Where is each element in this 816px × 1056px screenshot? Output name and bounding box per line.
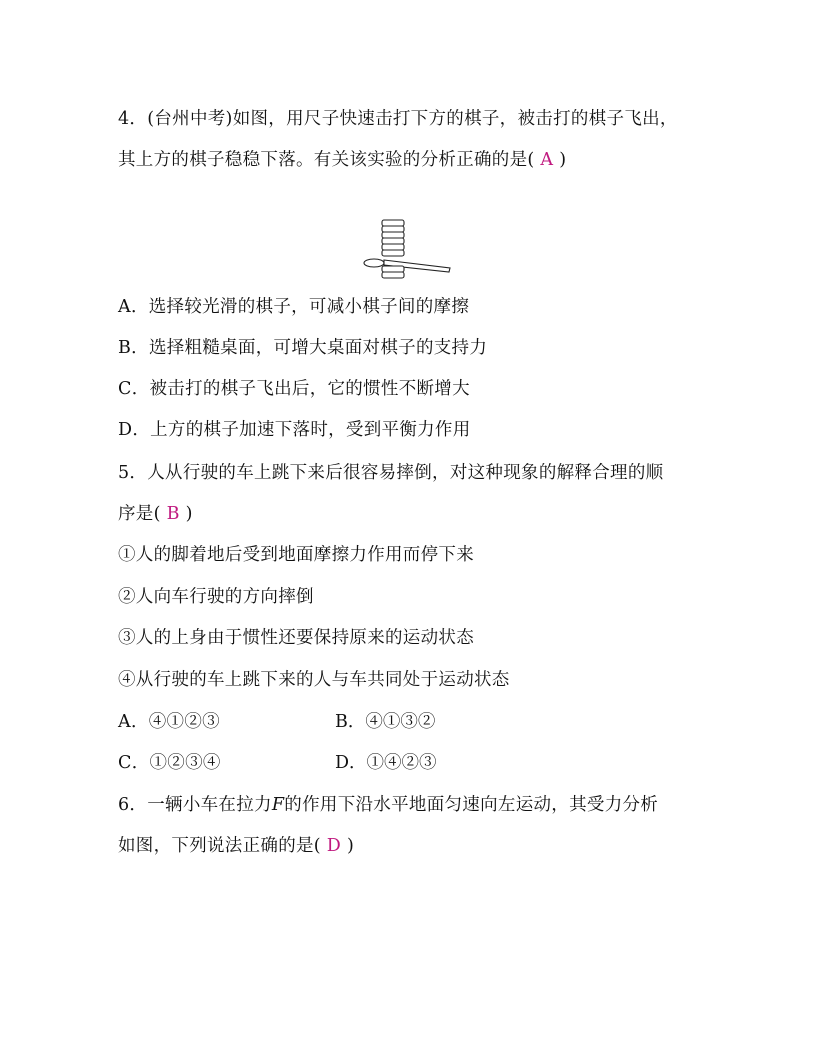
q4-option-d: D．上方的棋子加速下落时，受到平衡力作用: [118, 420, 471, 440]
force-symbol: F: [271, 795, 285, 815]
chess-stack-figure: [362, 218, 454, 284]
q5-option-a: A．④①②③: [118, 712, 220, 732]
stack-piece: [382, 250, 404, 256]
q6-stem-line1: 6．一辆小车在拉力F的作用下沿水平地面匀速向左运动，其受力分析: [118, 795, 659, 815]
q5-statement-4: ④从行驶的车上跳下来的人与车共同处于运动状态: [118, 670, 510, 690]
bottom-piece: [382, 266, 404, 272]
q4-option-b: B．选择粗糙桌面，可增大桌面对棋子的支持力: [118, 338, 488, 358]
stack-piece: [382, 238, 404, 244]
stack-piece: [382, 244, 404, 250]
q5-option-b: B．④①③②: [335, 712, 436, 732]
stack-piece: [382, 226, 404, 232]
q4-answer: A: [534, 150, 560, 170]
q5-statement-3: ③人的上身由于惯性还要保持原来的运动状态: [118, 628, 474, 648]
q5-stem-line2: 序是( B ): [118, 504, 193, 524]
q4-option-c: C．被击打的棋子飞出后，它的惯性不断增大: [118, 379, 470, 399]
q5-statement-2: ②人向车行驶的方向摔倒: [118, 587, 314, 607]
q4-stem-line1: 4．(台州中考)如图，用尺子快速击打下方的棋子，被击打的棋子飞出，: [118, 109, 678, 129]
stack-piece: [382, 220, 404, 226]
stack-piece: [382, 232, 404, 238]
bottom-piece: [382, 272, 404, 278]
q6-stem-line2: 如图，下列说法正确的是( D ): [118, 836, 355, 856]
q5-option-c: C．①②③④: [118, 753, 221, 773]
q4-stem-line2: 其上方的棋子稳稳下落。有关该实验的分析正确的是( A ): [118, 150, 567, 170]
q5-statement-1: ①人的脚着地后受到地面摩擦力作用而停下来: [118, 545, 474, 565]
q5-stem-line1: 5．人从行驶的车上跳下来后很容易摔倒，对这种现象的解释合理的顺: [118, 463, 664, 483]
q5-answer: B: [160, 504, 186, 524]
q4-option-a: A．选择较光滑的棋子，可减小棋子间的摩擦: [118, 297, 470, 317]
q5-option-d: D．①④②③: [335, 753, 437, 773]
q6-answer: D: [320, 836, 347, 856]
struck-piece: [364, 259, 384, 267]
